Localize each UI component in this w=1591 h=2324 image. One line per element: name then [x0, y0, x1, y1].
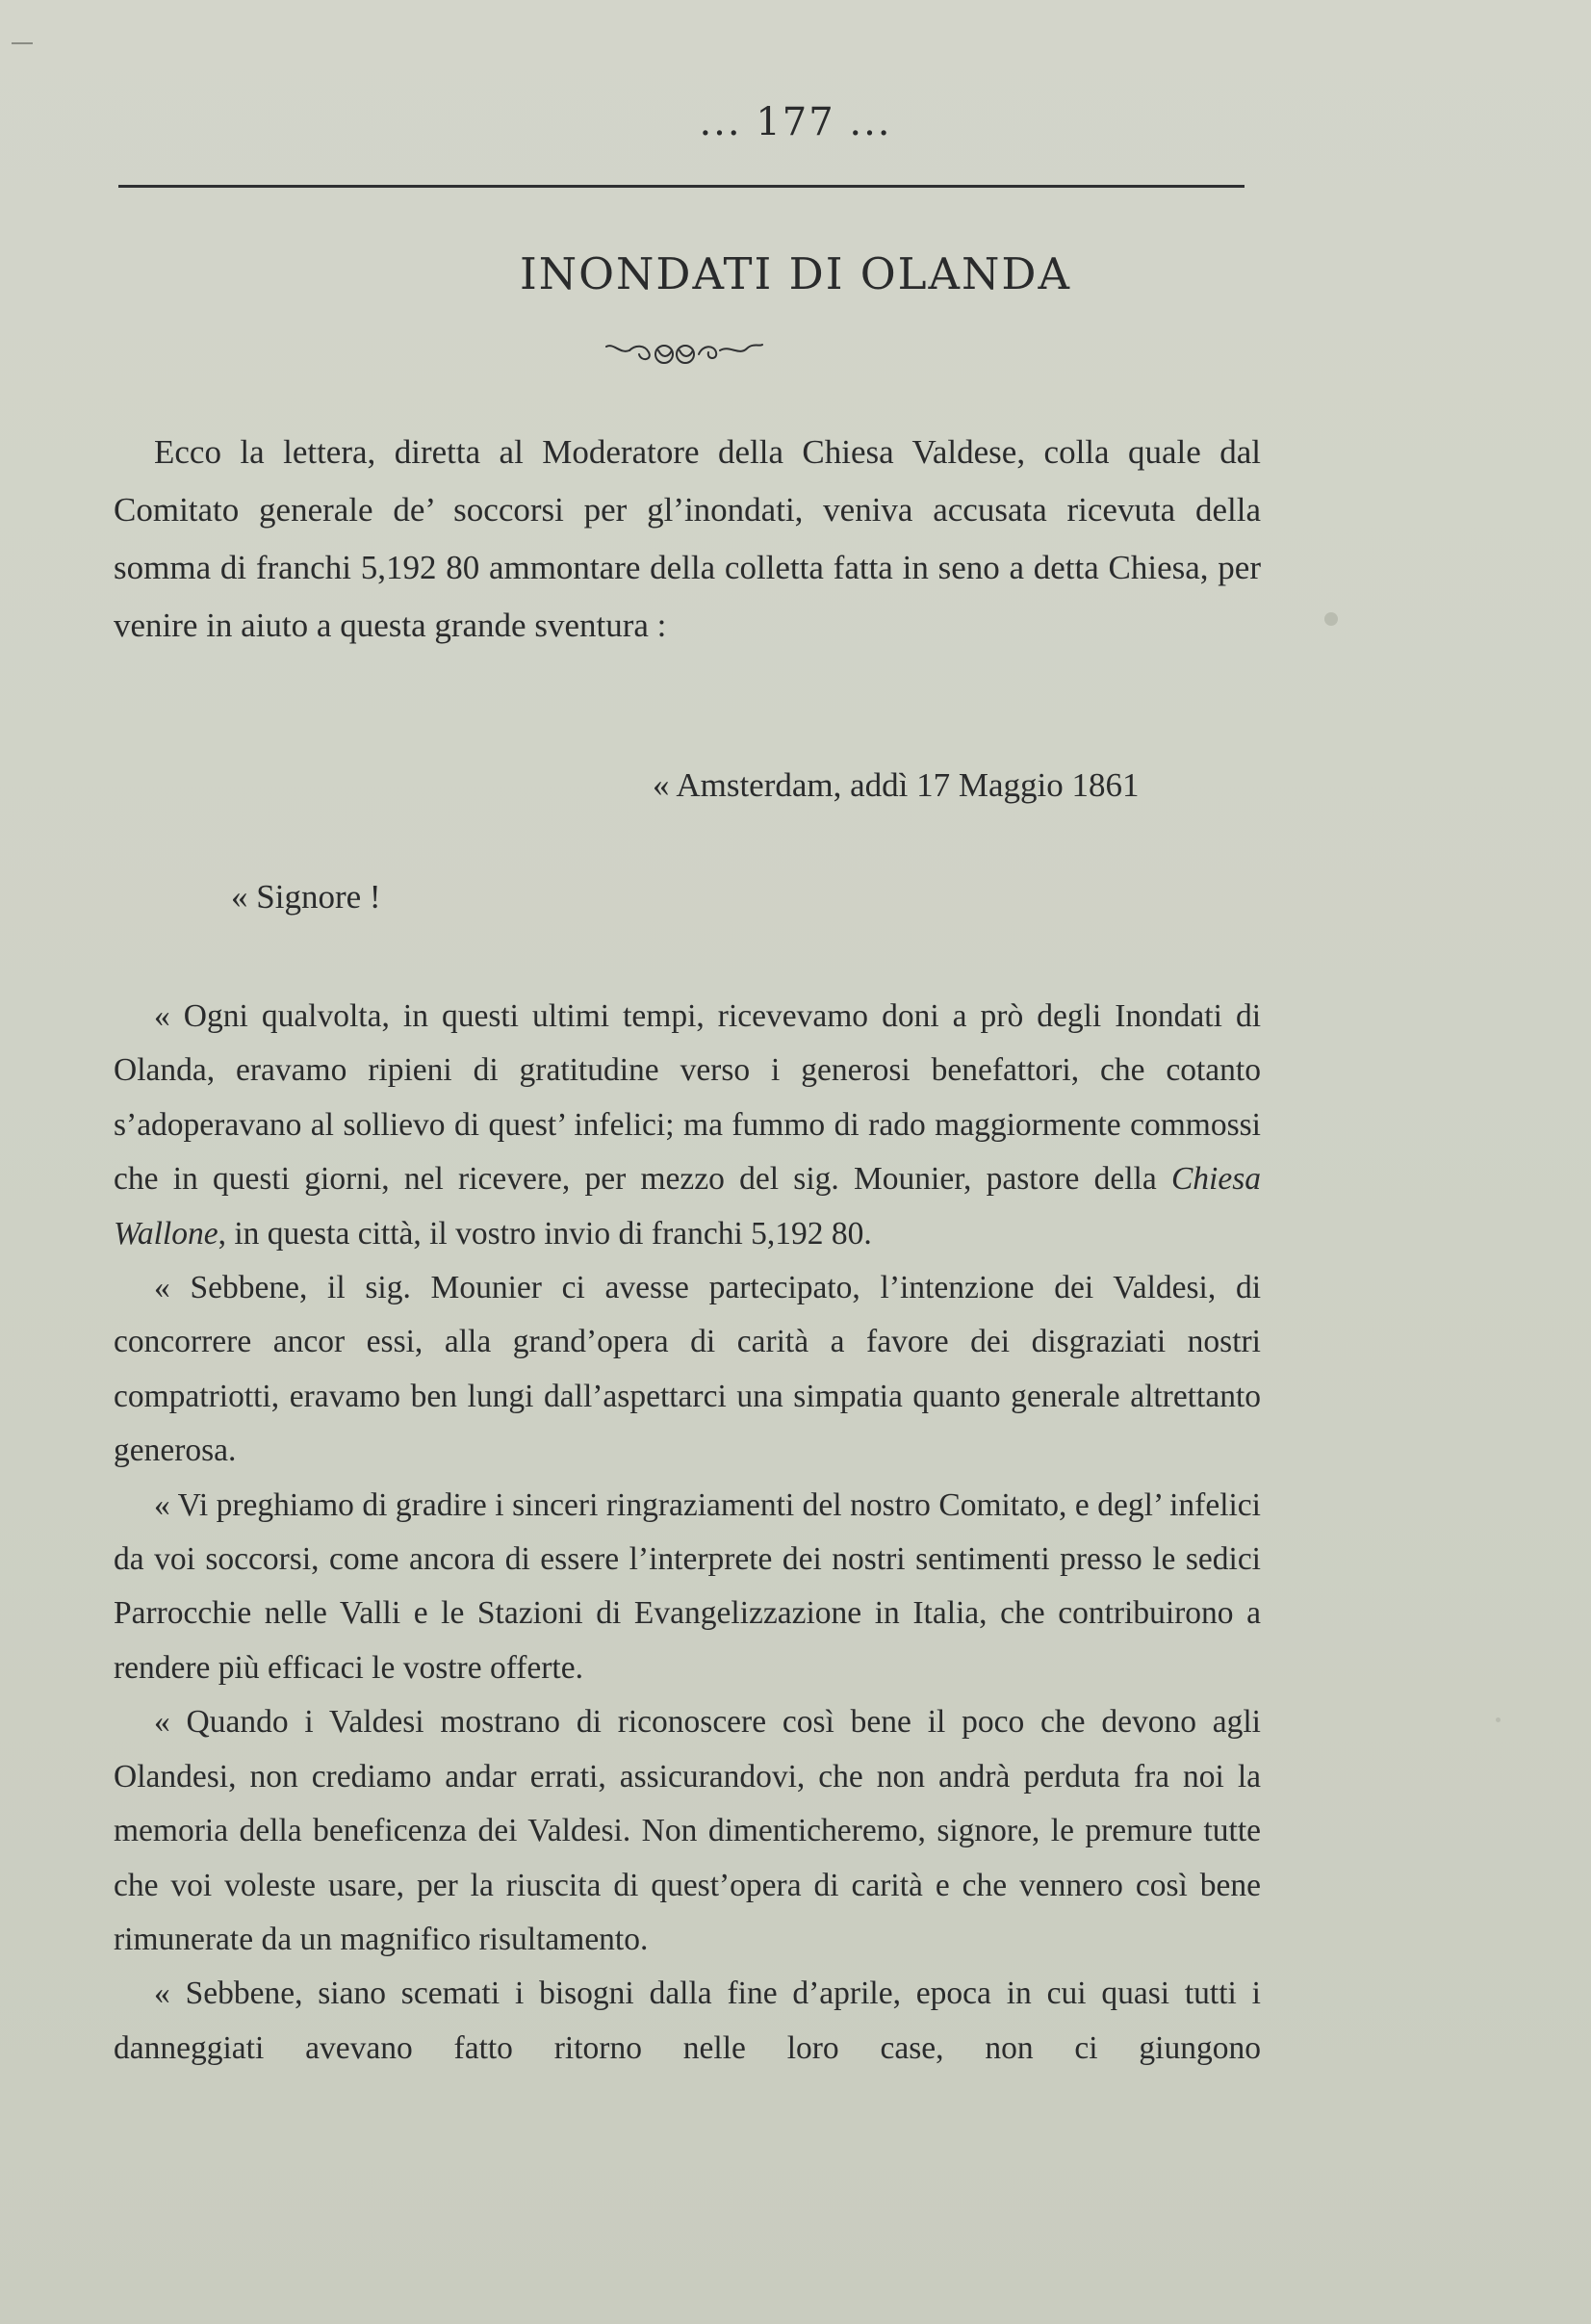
article-title: INONDATI DI OLANDA [519, 248, 1071, 299]
page-number: ... 177 ... [699, 100, 892, 144]
header-rule [118, 185, 1245, 188]
church-name-italic: Chiesa Wallone [114, 1161, 1261, 1252]
letter-paragraph-5: « Sebbene, siano scemati i bisogni dalla fine d’aprile, epoca in cui quasi tutti i danneggiati avevano fatto ritorno nelle loro case, non ci giungono [114, 1975, 1261, 2066]
paper-speck [1496, 1717, 1501, 1722]
letter-paragraph-1-text-start: « Ogni qualvolta, in questi ultimi tempi, ricevevamo doni a prò degli Inondati di Olanda, eravamo ripieni di gratitudine verso i generosi benefattori, che cotanto s’adoperavano al sollievo di quest’ infelici; ma fummo di rado maggiormente commossi che in questi giorni, nel ricevere, per mezzo del sig. Mounier, pastore della [114, 998, 1261, 1198]
letter-dateline: « Amsterdam, addì 17 Maggio 1861 [653, 766, 1140, 804]
page-edge-mark [12, 42, 33, 44]
letter-paragraph-4: « Quando i Valdesi mostrano di riconoscere così bene il poco che devono agli Olandesi, non crediamo andar errati, assicurandovi, che non andrà perduta fra noi la memoria della beneficenza dei Valdesi. Non dimenticheremo, signore, le premure tutte che voi voleste usare, per la riuscita di quest’opera di carità e che vennero così bene rimunerate da un magnifico risultamento. [114, 1704, 1261, 1957]
paper-speck [1324, 612, 1338, 626]
title-flourish-ornament-icon [603, 339, 766, 366]
letter-paragraph-3: « Vi preghiamo di gradire i sinceri ringraziamenti del nostro Comitato, e degl’ infelici da voi soccorsi, come ancora di essere l’interprete dei nostri sentimenti presso le sedici Parrocchie nelle Valli e le Stazioni di Evangelizzazione in Italia, che contribuirono a rendere più efficaci le vostre offerte. [114, 1486, 1261, 1686]
intro-paragraph: Ecco la lettera, diretta al Moderatore della Chiesa Valdese, colla quale dal Comitato generale de’ soccorsi per gl’inondati, veniva accusata ricevuta della somma di franchi 5,192 80 ammontare della colletta fatta in seno a detta Chiesa, per venire in aiuto a questa grande sventura : [114, 433, 1261, 644]
letter-salutation: « Signore ! [231, 878, 381, 916]
letter-body [114, 990, 1261, 2076]
letter-paragraph-1-text-end: , in questa città, il vostro invio di franchi 5,192 80. [218, 1215, 872, 1252]
letter-paragraph-1 [114, 990, 1261, 1261]
letter-paragraph-2: « Sebbene, il sig. Mounier ci avesse partecipato, l’intenzione dei Valdesi, di concorrere ancor essi, alla grand’opera di carità a favore dei disgraziati nostri compatriotti, eravamo ben lungi dall’aspettarci una simpatia quanto generale altrettanto generosa. [114, 1270, 1261, 1469]
